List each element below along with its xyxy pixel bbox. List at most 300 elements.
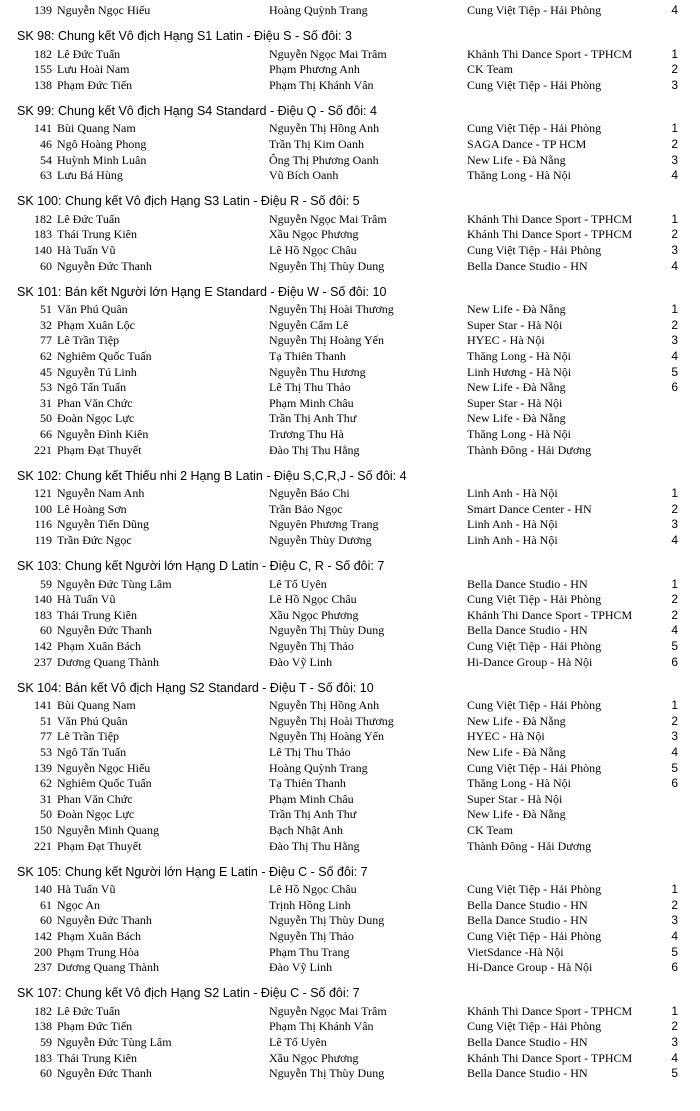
result-row xyxy=(0,638,700,654)
result-row xyxy=(0,1003,700,1019)
partner-dancer: Đào Vỹ Linh xyxy=(269,654,333,669)
partner-dancer: Lê Hồ Ngọc Châu xyxy=(269,592,357,607)
lead-dancer: Hà Tuấn Vũ xyxy=(57,592,116,607)
result-row xyxy=(0,167,700,183)
partner-dancer: Trần Thị Kim Oanh xyxy=(269,137,365,151)
partner-dancer: Trịnh Hồng Linh xyxy=(269,897,351,912)
result-row xyxy=(0,928,700,944)
partner-dancer: Trần Thị Anh Thư xyxy=(269,411,357,426)
result-row xyxy=(0,46,700,62)
lead-dancer: Phạm Đức Tiến xyxy=(57,77,133,92)
couple-number: 182 xyxy=(34,1003,52,1018)
placement: 6 xyxy=(671,960,678,975)
lead-dancer: Đoàn Ngọc Lực xyxy=(57,411,135,426)
placement: 5 xyxy=(671,364,678,379)
partner-dancer: Lê Hồ Ngọc Châu xyxy=(269,882,357,897)
result-row xyxy=(0,2,700,18)
partner-dancer: Lê Thị Thu Thảo xyxy=(269,380,351,395)
placement: 4 xyxy=(671,929,678,943)
lead-dancer: Lê Đức Tuấn xyxy=(57,1003,121,1018)
couple-number: 53 xyxy=(40,380,52,395)
partner-dancer: Nguyễn Thị Thùy Dung xyxy=(269,623,385,638)
club-name: Super Star - Hà Nội xyxy=(467,791,563,806)
couple-number: 46 xyxy=(40,137,52,151)
couple-number: 100 xyxy=(34,501,52,516)
partner-dancer: Lê Tố Uyên xyxy=(269,576,327,591)
lead-dancer: Nguyễn Minh Quang xyxy=(57,823,159,837)
club-name: Khánh Thi Dance Sport - TPHCM xyxy=(467,1003,633,1018)
couple-number: 77 xyxy=(40,729,52,744)
couple-number: 142 xyxy=(34,639,52,653)
result-row xyxy=(0,728,700,744)
lead-dancer: Lê Đức Tuấn xyxy=(57,46,121,61)
club-name: Smart Dance Center - HN xyxy=(467,501,592,516)
club-name: Khánh Thi Dance Sport - TPHCM xyxy=(467,211,633,226)
couple-number: 183 xyxy=(34,607,52,622)
result-row xyxy=(0,1018,700,1034)
section-heading: SK 107: Chung kết Vô địch Hạng S2 Latin - Điệu C - Số đôi: 7 xyxy=(17,986,360,1001)
result-row xyxy=(0,120,700,136)
couple-number: 31 xyxy=(40,395,52,410)
placement: 1 xyxy=(671,882,678,897)
lead-dancer: Văn Phú Quân xyxy=(57,302,128,317)
lead-dancer: Phan Văn Chức xyxy=(57,791,133,806)
lead-dancer: Bùi Quang Nam xyxy=(57,698,136,713)
partner-dancer: Trần Bảo Ngọc xyxy=(269,501,343,516)
placement: 4 xyxy=(671,168,678,183)
couple-number: 53 xyxy=(40,745,52,759)
placement: 6 xyxy=(671,776,678,791)
lead-dancer: Trần Đức Ngọc xyxy=(57,533,132,547)
result-row xyxy=(0,838,700,854)
section-heading: SK 104: Bán kết Vô địch Hạng S2 Standard - Điệu T - Số đôi: 10 xyxy=(17,680,374,695)
partner-dancer: Trần Thị Anh Thư xyxy=(269,807,357,822)
result-row xyxy=(0,1050,700,1066)
club-name: Bella Dance Studio - HN xyxy=(467,623,588,638)
couple-number: 142 xyxy=(34,929,52,943)
partner-dancer: Nguyễn Thị Hoàng Yến xyxy=(269,333,384,348)
placement: 2 xyxy=(671,897,678,912)
lead-dancer: Ngô Tấn Tuấn xyxy=(57,380,127,395)
couple-number: 237 xyxy=(34,960,52,975)
result-row xyxy=(0,332,700,348)
partner-dancer: Phạm Phương Anh xyxy=(269,62,360,77)
partner-dancer: Xầu Ngọc Phương xyxy=(269,607,359,622)
club-name: Cung Việt Tiệp - Hải Phòng xyxy=(467,760,602,775)
club-name: Cung Việt Tiệp - Hải Phòng xyxy=(467,1019,602,1034)
partner-dancer: Phạm Thu Trang xyxy=(269,944,350,959)
placement: 3 xyxy=(671,243,678,257)
lead-dancer: Ngọc An xyxy=(57,897,100,912)
partner-dancer: Đào Thị Thu Hằng xyxy=(269,838,360,853)
placement: 3 xyxy=(671,1035,678,1049)
partner-dancer: Vũ Bích Oanh xyxy=(269,168,339,183)
lead-dancer: Nguyễn Đức Tùng Lâm xyxy=(57,1035,172,1049)
result-row xyxy=(0,897,700,913)
result-row xyxy=(0,442,700,458)
lead-dancer: Nguyễn Ngọc Hiếu xyxy=(57,760,151,775)
result-row xyxy=(0,791,700,807)
result-row xyxy=(0,379,700,395)
result-row xyxy=(0,713,700,729)
result-row xyxy=(0,77,700,93)
partner-dancer: Nguyễn Cẩm Lê xyxy=(269,317,349,332)
result-row xyxy=(0,211,700,227)
lead-dancer: Hà Tuấn Vũ xyxy=(57,882,116,897)
partner-dancer: Nguyễn Thùy Dương xyxy=(269,533,372,547)
lead-dancer: Nghiêm Quốc Tuấn xyxy=(57,349,152,363)
partner-dancer: Nguyễn Ngọc Mai Trâm xyxy=(269,46,387,61)
placement: 2 xyxy=(671,607,678,622)
result-row xyxy=(0,226,700,242)
result-row xyxy=(0,317,700,333)
club-name: Super Star - Hà Nội xyxy=(467,317,563,332)
lead-dancer: Dương Quang Thành xyxy=(57,654,159,669)
placement: 1 xyxy=(671,486,678,501)
club-name: HYEC - Hà Nội xyxy=(467,729,545,744)
club-name: Cung Việt Tiệp - Hải Phòng xyxy=(467,929,602,943)
result-row xyxy=(0,944,700,960)
club-name: Bella Dance Studio - HN xyxy=(467,1035,588,1049)
couple-number: 138 xyxy=(34,77,52,92)
section-heading: SK 101: Bán kết Người lớn Hạng E Standard - Điệu W - Số đôi: 10 xyxy=(17,284,387,299)
partner-dancer: Nguyễn Bảo Chi xyxy=(269,486,350,501)
result-row xyxy=(0,576,700,592)
lead-dancer: Phạm Đức Tiến xyxy=(57,1019,133,1034)
couple-number: 200 xyxy=(34,944,52,959)
couple-number: 51 xyxy=(40,713,52,728)
couple-number: 237 xyxy=(34,654,52,669)
placement: 2 xyxy=(671,1019,678,1034)
placement: 5 xyxy=(671,944,678,959)
placement: 2 xyxy=(671,137,678,151)
result-row xyxy=(0,348,700,364)
couple-number: 183 xyxy=(34,227,52,242)
club-name: Bella Dance Studio - HN xyxy=(467,1066,588,1081)
placement: 2 xyxy=(671,62,678,77)
couple-number: 116 xyxy=(34,517,52,532)
club-name: New Life - Đà Nẵng xyxy=(467,152,566,167)
partner-dancer: Nguyễn Thị Thùy Dung xyxy=(269,913,385,928)
lead-dancer: Lê Đức Tuấn xyxy=(57,211,121,226)
lead-dancer: Nguyễn Đức Thanh xyxy=(57,258,152,273)
club-name: New Life - Đà Nẵng xyxy=(467,745,566,759)
couple-number: 59 xyxy=(40,576,52,591)
club-name: CK Team xyxy=(467,823,513,837)
result-row xyxy=(0,61,700,77)
partner-dancer: Nguyễn Thị Hoài Thương xyxy=(269,713,394,728)
partner-dancer: Hoàng Quỳnh Trang xyxy=(269,760,368,775)
lead-dancer: Thái Trung Kiên xyxy=(57,227,138,242)
club-name: HYEC - Hà Nội xyxy=(467,333,545,348)
lead-dancer: Phạm Đạt Thuyết xyxy=(57,442,142,457)
lead-dancer: Nguyễn Đức Thanh xyxy=(57,1066,152,1081)
lead-dancer: Đoàn Ngọc Lực xyxy=(57,807,135,822)
lead-dancer: Dương Quang Thành xyxy=(57,960,159,975)
partner-dancer: Tạ Thiên Thanh xyxy=(269,776,346,791)
placement: 2 xyxy=(671,317,678,332)
result-row xyxy=(0,654,700,670)
placement: 1 xyxy=(671,302,678,317)
lead-dancer: Lưu Hoài Nam xyxy=(57,62,130,77)
club-name: Cung Việt Tiệp - Hải Phòng xyxy=(467,121,602,136)
couple-number: 119 xyxy=(34,533,52,547)
couple-number: 54 xyxy=(40,152,52,167)
club-name: Thăng Long - Hà Nội xyxy=(467,349,571,363)
couple-number: 61 xyxy=(40,897,52,912)
club-name: Bella Dance Studio - HN xyxy=(467,913,588,928)
lead-dancer: Phạm Trung Hòa xyxy=(57,944,140,959)
club-name: Bella Dance Studio - HN xyxy=(467,258,588,273)
couple-number: 140 xyxy=(34,243,52,257)
result-row xyxy=(0,822,700,838)
partner-dancer: Nguyễn Thị Thùy Dung xyxy=(269,258,385,273)
partner-dancer: Nguyễn Thị Thảo xyxy=(269,639,354,653)
placement: 4 xyxy=(671,258,678,273)
partner-dancer: Lê Tố Uyên xyxy=(269,1035,327,1049)
club-name: Cung Việt Tiệp - Hải Phòng xyxy=(467,592,602,607)
placement: 1 xyxy=(671,121,678,136)
lead-dancer: Bùi Quang Nam xyxy=(57,121,136,136)
placement: 4 xyxy=(671,3,678,17)
couple-number: 183 xyxy=(34,1050,52,1065)
result-row xyxy=(0,258,700,274)
partner-dancer: Đào Vỹ Linh xyxy=(269,960,333,975)
partner-dancer: Nguyễn Thị Hồng Anh xyxy=(269,698,380,713)
club-name: Linh Anh - Hà Nội xyxy=(467,486,558,501)
lead-dancer: Nguyễn Nam Anh xyxy=(57,486,145,501)
club-name: Khánh Thi Dance Sport - TPHCM xyxy=(467,607,633,622)
result-row xyxy=(0,591,700,607)
partner-dancer: Phạm Thị Khánh Vân xyxy=(269,1019,374,1034)
couple-number: 140 xyxy=(34,592,52,607)
lead-dancer: Văn Phú Quân xyxy=(57,713,128,728)
result-row xyxy=(0,1034,700,1050)
club-name: Thành Đông - Hải Dương xyxy=(467,442,592,457)
partner-dancer: Nguyên Phương Trang xyxy=(269,517,379,532)
result-row xyxy=(0,301,700,317)
couple-number: 60 xyxy=(40,258,52,273)
club-name: New Life - Đà Nẵng xyxy=(467,302,566,317)
club-name: Khánh Thi Dance Sport - TPHCM xyxy=(467,227,633,242)
partner-dancer: Nguyễn Thị Thảo xyxy=(269,929,354,943)
result-row xyxy=(0,775,700,791)
couple-number: 63 xyxy=(40,168,52,183)
placement: 1 xyxy=(671,1003,678,1018)
partner-dancer: Tạ Thiên Thanh xyxy=(269,349,346,363)
club-name: Thành Đông - Hải Dương xyxy=(467,838,592,853)
club-name: Thăng Long - Hà Nội xyxy=(467,427,571,441)
result-row xyxy=(0,1065,700,1081)
section-heading: SK 102: Chung kết Thiếu nhi 2 Hạng B Latin - Điệu S,C,R,J - Số đôi: 4 xyxy=(17,468,407,483)
placement: 4 xyxy=(671,745,678,759)
partner-dancer: Nguyễn Ngọc Mai Trâm xyxy=(269,211,387,226)
lead-dancer: Lê Hoàng Sơn xyxy=(57,501,127,516)
couple-number: 62 xyxy=(40,776,52,791)
result-row xyxy=(0,881,700,897)
result-row xyxy=(0,485,700,501)
couple-number: 66 xyxy=(40,427,52,441)
couple-number: 51 xyxy=(40,302,52,317)
couple-number: 121 xyxy=(34,486,52,501)
placement: 4 xyxy=(671,349,678,363)
lead-dancer: Nghiêm Quốc Tuấn xyxy=(57,776,152,791)
placement: 4 xyxy=(671,623,678,638)
club-name: Linh Anh - Hà Nội xyxy=(467,517,558,532)
partner-dancer: Phạm Minh Châu xyxy=(269,395,354,410)
club-name: Cung Việt Tiệp - Hải Phòng xyxy=(467,698,602,713)
club-name: CK Team xyxy=(467,62,513,77)
club-name: VietSdance -Hà Nội xyxy=(467,944,564,959)
club-name: Hi-Dance Group - Hà Nội xyxy=(467,960,593,975)
partner-dancer: Nguyễn Thị Thùy Dung xyxy=(269,1066,385,1081)
club-name: Khánh Thi Dance Sport - TPHCM xyxy=(467,1050,633,1065)
partner-dancer: Nguyễn Thị Hồng Anh xyxy=(269,121,380,136)
result-row xyxy=(0,364,700,380)
placement: 3 xyxy=(671,517,678,532)
partner-dancer: Hoàng Quỳnh Trang xyxy=(269,3,368,17)
partner-dancer: Bạch Nhật Anh xyxy=(269,823,343,837)
couple-number: 59 xyxy=(40,1035,52,1049)
couple-number: 221 xyxy=(34,442,52,457)
club-name: New Life - Đà Nẵng xyxy=(467,380,566,395)
lead-dancer: Nguyễn Tú Linh xyxy=(57,364,137,379)
partner-dancer: Đào Thị Thu Hằng xyxy=(269,442,360,457)
placement: 5 xyxy=(671,760,678,775)
club-name: Cung Việt Tiệp - Hải Phòng xyxy=(467,77,602,92)
couple-number: 32 xyxy=(40,317,52,332)
placement: 6 xyxy=(671,380,678,395)
couple-number: 45 xyxy=(40,364,52,379)
club-name: Linh Hương - Hà Nội xyxy=(467,364,572,379)
lead-dancer: Nguyễn Đức Thanh xyxy=(57,913,152,928)
result-row xyxy=(0,959,700,975)
lead-dancer: Lê Trần Tiệp xyxy=(57,729,120,744)
placement: 4 xyxy=(671,533,678,547)
section-heading: SK 99: Chung kết Vô địch Hạng S4 Standard - Điệu Q - Số đôi: 4 xyxy=(17,103,377,118)
result-row xyxy=(0,697,700,713)
result-row xyxy=(0,152,700,168)
lead-dancer: Nguyễn Đình Kiên xyxy=(57,427,149,441)
partner-dancer: Xầu Ngọc Phương xyxy=(269,227,359,242)
couple-number: 60 xyxy=(40,1066,52,1081)
club-name: Cung Việt Tiệp - Hải Phòng xyxy=(467,882,602,897)
placement: 4 xyxy=(671,1050,678,1065)
couple-number: 182 xyxy=(34,211,52,226)
placement: 2 xyxy=(671,227,678,242)
placement: 2 xyxy=(671,713,678,728)
result-row xyxy=(0,516,700,532)
couple-number: 221 xyxy=(34,838,52,853)
result-row xyxy=(0,912,700,928)
section-heading: SK 105: Chung kết Người lớn Hạng E Latin - Điệu C - Số đôi: 7 xyxy=(17,864,368,879)
placement: 3 xyxy=(671,77,678,92)
lead-dancer: Thái Trung Kiên xyxy=(57,607,138,622)
result-row xyxy=(0,760,700,776)
result-row xyxy=(0,501,700,517)
club-name: New Life - Đà Nẵng xyxy=(467,807,566,822)
club-name: Thăng Long - Hà Nội xyxy=(467,776,571,791)
result-row xyxy=(0,136,700,152)
lead-dancer: Nguyễn Đức Tùng Lâm xyxy=(57,576,172,591)
partner-dancer: Nguyễn Thị Hoàng Yến xyxy=(269,729,384,744)
partner-dancer: Lê Hồ Ngọc Châu xyxy=(269,243,357,257)
couple-number: 141 xyxy=(34,121,52,136)
club-name: Thăng Long - Hà Nội xyxy=(467,168,571,183)
partner-dancer: Phạm Minh Châu xyxy=(269,791,354,806)
result-row xyxy=(0,622,700,638)
lead-dancer: Nguyễn Tiến Dũng xyxy=(57,517,150,532)
result-row xyxy=(0,744,700,760)
lead-dancer: Nguyễn Đức Thanh xyxy=(57,623,152,638)
club-name: Linh Anh - Hà Nội xyxy=(467,533,558,547)
partner-dancer: Xầu Ngọc Phương xyxy=(269,1050,359,1065)
placement: 2 xyxy=(671,592,678,607)
result-row xyxy=(0,395,700,411)
couple-number: 182 xyxy=(34,46,52,61)
placement: 5 xyxy=(671,1066,678,1081)
placement: 2 xyxy=(671,501,678,516)
placement: 6 xyxy=(671,654,678,669)
lead-dancer: Hà Tuấn Vũ xyxy=(57,243,116,257)
lead-dancer: Phạm Đạt Thuyết xyxy=(57,838,142,853)
lead-dancer: Ngô Hoàng Phong xyxy=(57,137,147,151)
couple-number: 77 xyxy=(40,333,52,348)
result-row xyxy=(0,532,700,548)
club-name: Cung Việt Tiệp - Hải Phòng xyxy=(467,639,602,653)
lead-dancer: Thái Trung Kiên xyxy=(57,1050,138,1065)
partner-dancer: Nguyễn Thu Hương xyxy=(269,364,366,379)
lead-dancer: Phạm Xuân Lộc xyxy=(57,317,135,332)
couple-number: 150 xyxy=(34,823,52,837)
placement: 1 xyxy=(671,46,678,61)
section-heading: SK 103: Chung kết Người lớn Hạng D Latin - Điệu C, R - Số đôi: 7 xyxy=(17,559,385,574)
club-name: Hi-Dance Group - Hà Nội xyxy=(467,654,593,669)
couple-number: 138 xyxy=(34,1019,52,1034)
couple-number: 140 xyxy=(34,882,52,897)
section-heading: SK 98: Chung kết Vô địch Hạng S1 Latin - Điệu S - Số đôi: 3 xyxy=(17,29,352,44)
club-name: Khánh Thi Dance Sport - TPHCM xyxy=(467,46,633,61)
result-row xyxy=(0,410,700,426)
placement: 3 xyxy=(671,913,678,928)
club-name: Bella Dance Studio - HN xyxy=(467,576,588,591)
result-row xyxy=(0,242,700,258)
partner-dancer: Ông Thị Phương Oanh xyxy=(269,152,379,167)
club-name: Cung Việt Tiệp - Hải Phòng xyxy=(467,243,602,257)
club-name: New Life - Đà Nẵng xyxy=(467,713,566,728)
placement: 3 xyxy=(671,333,678,348)
partner-dancer: Nguyễn Ngọc Mai Trâm xyxy=(269,1003,387,1018)
section-heading: SK 100: Chung kết Vô địch Hạng S3 Latin - Điệu R - Số đôi: 5 xyxy=(17,194,360,209)
club-name: Bella Dance Studio - HN xyxy=(467,897,588,912)
lead-dancer: Huỳnh Minh Luân xyxy=(57,152,147,167)
couple-number: 50 xyxy=(40,411,52,426)
result-row xyxy=(0,806,700,822)
couple-number: 139 xyxy=(34,3,52,17)
couple-number: 50 xyxy=(40,807,52,822)
lead-dancer: Phan Văn Chức xyxy=(57,395,133,410)
lead-dancer: Phạm Xuân Bách xyxy=(57,929,141,943)
partner-dancer: Lê Thị Thu Thảo xyxy=(269,745,351,759)
club-name: Cung Việt Tiệp - Hải Phòng xyxy=(467,3,602,17)
couple-number: 62 xyxy=(40,349,52,363)
result-row xyxy=(0,607,700,623)
couple-number: 31 xyxy=(40,791,52,806)
couple-number: 139 xyxy=(34,760,52,775)
club-name: SAGA Dance - TP HCM xyxy=(467,137,587,151)
club-name: Super Star - Hà Nội xyxy=(467,395,563,410)
partner-dancer: Phạm Thị Khánh Vân xyxy=(269,77,374,92)
